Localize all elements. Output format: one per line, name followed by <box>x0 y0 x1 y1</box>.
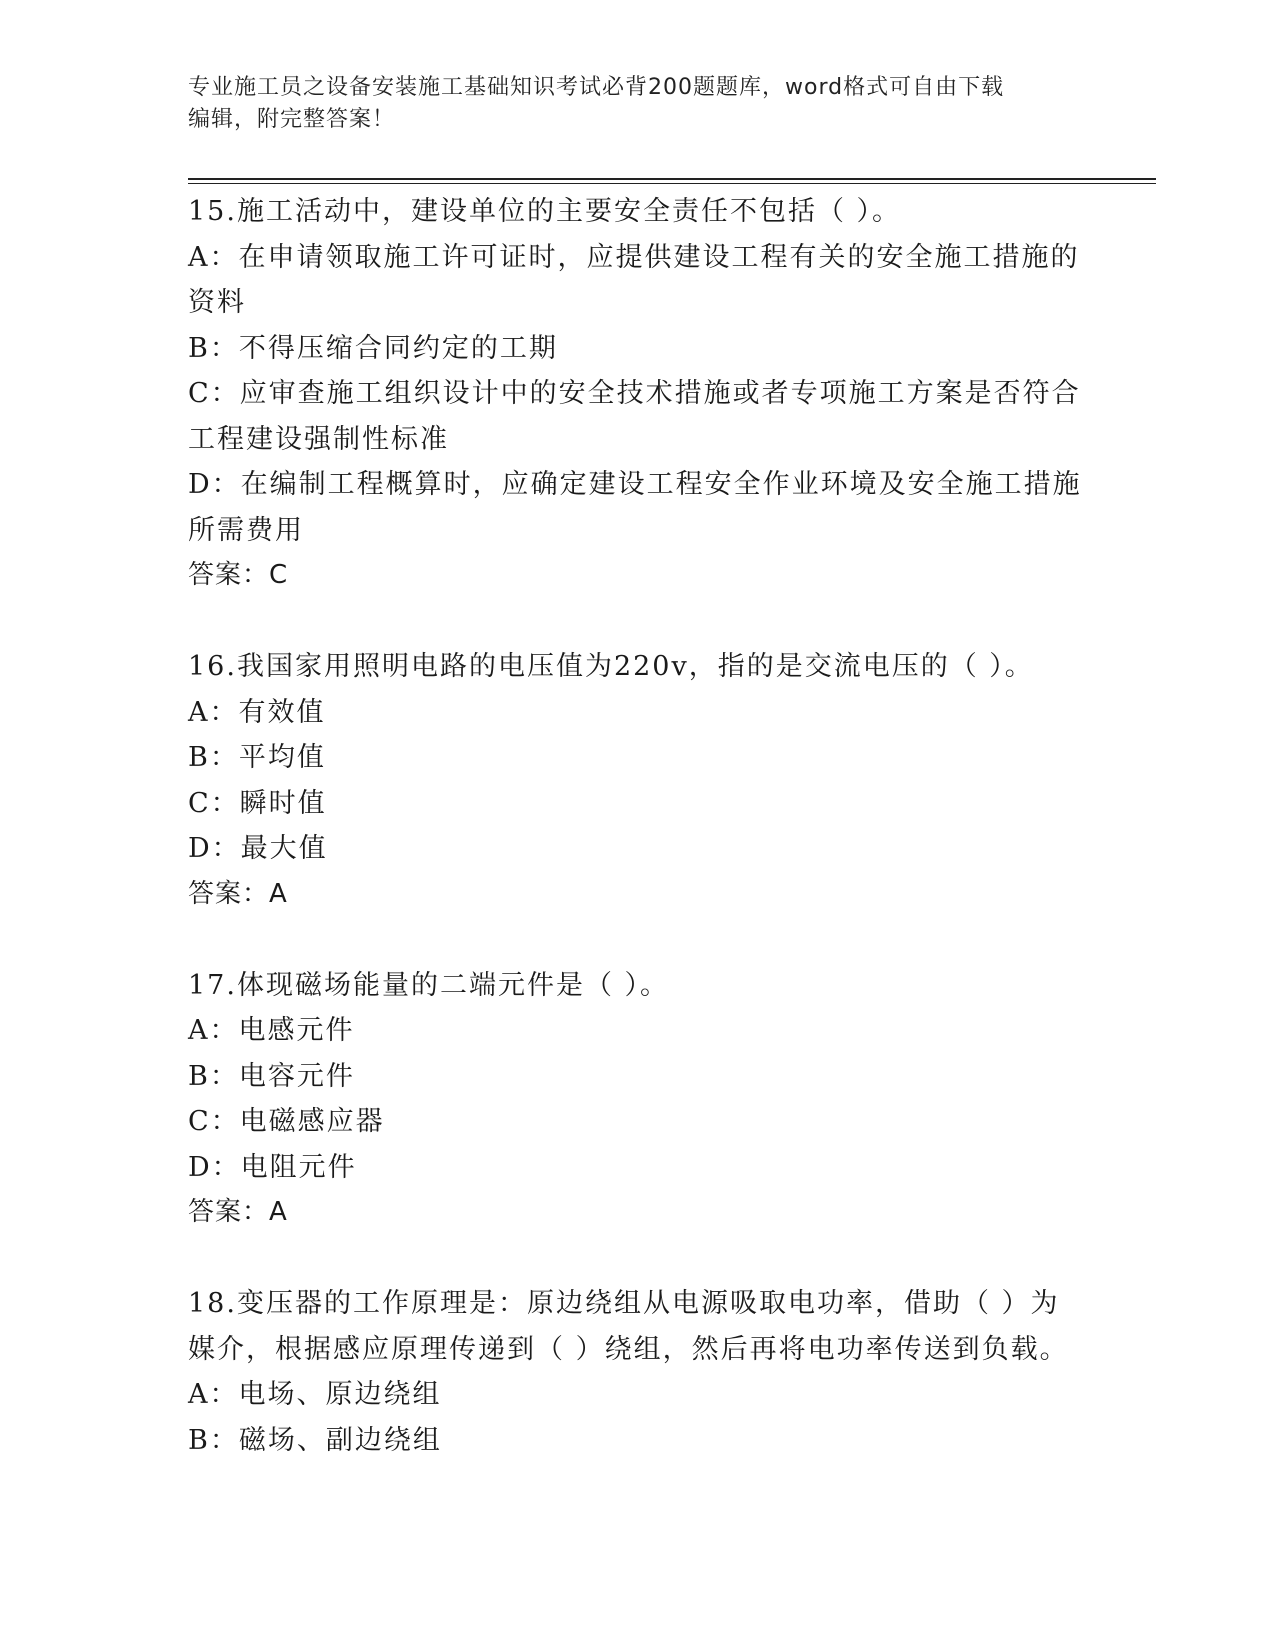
question-17 <box>188 963 1088 1236</box>
question-stem: 18.变压器的工作原理是：原边绕组从电源吸取电功率，借助（ ）为 <box>188 1288 1060 1319</box>
document-header <box>188 72 1068 136</box>
option-c-continued: 工程建设强制性标准 <box>188 423 449 455</box>
question-16 <box>188 644 1088 917</box>
option-d: D：在编制工程概算时，应确定建设工程安全作业环境及安全施工措施 <box>188 469 1082 500</box>
option-d: D：电阻元件 <box>188 1151 357 1183</box>
answer: 答案：A <box>188 878 288 909</box>
option-a: A：在申请领取施工许可证时，应提供建设工程有关的安全施工措施的 <box>188 241 1080 273</box>
option-d-continued: 所需费用 <box>188 514 304 546</box>
question-18 <box>188 1281 1088 1463</box>
option-b: B：磁场、副边绕组 <box>188 1424 442 1456</box>
answer: 答案：C <box>188 560 289 590</box>
option-c: C：应审查施工组织设计中的安全技术措施或者专项施工方案是否符合 <box>188 378 1081 409</box>
question-stem-continued: 媒介，根据感应原理传递到（ ）绕组，然后再将电功率传送到负载。 <box>188 1333 1069 1365</box>
spacer <box>188 1236 1088 1282</box>
question-15 <box>188 189 1088 599</box>
option-a: A：电感元件 <box>188 1015 355 1046</box>
answer: 答案：A <box>188 1197 288 1227</box>
header-divider-thick <box>188 178 1156 180</box>
header-line-1: 专业施工员之设备安装施工基础知识考试必背200题题库，word格式可自由下载 <box>188 75 1005 100</box>
question-stem: 15.施工活动中，建设单位的主要安全责任不包括（ ）。 <box>188 196 902 227</box>
option-b: B：电容元件 <box>188 1060 355 1092</box>
spacer <box>188 599 1088 645</box>
option-a: A：电场、原边绕组 <box>188 1379 442 1410</box>
spacer <box>188 917 1088 963</box>
question-stem: 16.我国家用照明电路的电压值为220v，指的是交流电压的（ ）。 <box>188 651 1034 682</box>
option-a: A：有效值 <box>188 696 326 728</box>
header-divider-thin <box>188 183 1156 184</box>
question-stem: 17.体现磁场能量的二端元件是（ ）。 <box>188 969 670 1001</box>
question-list <box>188 189 1088 1463</box>
option-d: D：最大值 <box>188 833 328 864</box>
option-b: B：不得压缩合同约定的工期 <box>188 332 558 364</box>
option-a-continued: 资料 <box>188 287 246 318</box>
option-c: C：电磁感应器 <box>188 1106 385 1137</box>
option-c: C：瞬时值 <box>188 787 327 819</box>
header-line-2: 编辑，附完整答案！ <box>188 107 396 132</box>
option-b: B：平均值 <box>188 742 326 773</box>
